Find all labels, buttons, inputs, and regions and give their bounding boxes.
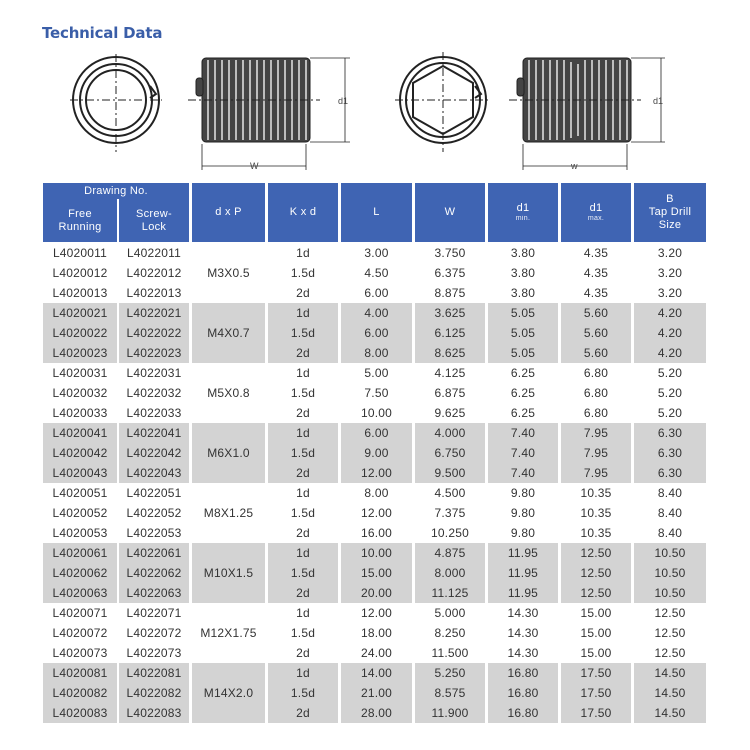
table-cell-k: 1d <box>296 366 310 380</box>
table-cell-l: 4.00 <box>364 306 389 320</box>
table-cell-d1max: 15.00 <box>580 626 612 640</box>
table-cell-lock: L4022081 <box>126 666 182 680</box>
table-cell-w: 4.125 <box>434 366 466 380</box>
d1-dimension-label: d1 <box>338 96 349 106</box>
header-tap-drill-size: B Tap Drill Size <box>634 183 706 242</box>
table-cell-b: 14.50 <box>654 686 686 700</box>
table-cell-l: 10.00 <box>360 546 393 560</box>
table-cell-k: 2d <box>296 706 310 720</box>
end-view-icon <box>70 54 162 152</box>
table-cell-free: L4020023 <box>52 346 108 360</box>
table-cell-l: 14.00 <box>360 666 393 680</box>
size-group-row <box>43 243 707 303</box>
w-dimension-label: w <box>571 161 578 171</box>
table-cell-free: L4020012 <box>52 266 108 280</box>
table-cell-d1max: 7.95 <box>583 466 609 480</box>
table-cell-free: L4020022 <box>52 326 108 340</box>
table-cell-d1min: 16.80 <box>507 686 539 700</box>
table-cell-l: 20.00 <box>360 586 393 600</box>
size-group-row <box>43 423 707 483</box>
table-cell-b: 3.20 <box>657 286 683 300</box>
table-cell-k: 1.5d <box>290 626 316 640</box>
size-group-row <box>43 483 707 543</box>
thread-size-cell: M10X1.5 <box>203 566 254 580</box>
thread-size-cell: M8X1.25 <box>203 506 254 520</box>
table-cell-free: L4020053 <box>52 526 108 540</box>
header-dxp: d x P <box>192 183 265 242</box>
table-cell-lock: L4022043 <box>126 466 182 480</box>
table-cell-d1max: 17.50 <box>580 686 612 700</box>
table-cell-k: 1.5d <box>290 566 316 580</box>
table-cell-l: 24.00 <box>360 646 393 660</box>
table-cell-b: 12.50 <box>654 606 686 620</box>
table-cell-d1min: 3.80 <box>510 246 536 260</box>
w-dimension-label: W <box>250 161 259 171</box>
table-cell-w: 8.625 <box>434 346 466 360</box>
table-cell-w: 11.125 <box>431 586 469 600</box>
table-cell-lock: L4022011 <box>126 246 182 260</box>
table-cell-free: L4020031 <box>52 366 108 380</box>
table-cell-d1max: 5.60 <box>583 326 609 340</box>
table-cell-d1min: 5.05 <box>510 326 536 340</box>
table-cell-w: 10.250 <box>431 526 469 540</box>
table-cell-d1min: 14.30 <box>507 626 539 640</box>
table-cell-d1max: 4.35 <box>583 266 609 280</box>
table-cell-w: 3.750 <box>434 246 466 260</box>
table-cell-d1min: 3.80 <box>510 286 536 300</box>
table-cell-l: 4.50 <box>364 266 389 280</box>
table-cell-l: 7.50 <box>364 386 389 400</box>
table-cell-l: 8.00 <box>364 486 389 500</box>
table-cell-lock: L4022033 <box>126 406 182 420</box>
table-cell-l: 16.00 <box>360 526 393 540</box>
table-cell-b: 8.40 <box>657 506 683 520</box>
table-cell-lock: L4022083 <box>126 706 182 720</box>
table-cell-l: 12.00 <box>360 506 393 520</box>
table-cell-d1min: 7.40 <box>510 446 536 460</box>
table-cell-k: 1d <box>296 306 310 320</box>
size-group-row <box>43 543 707 603</box>
table-cell-lock: L4022032 <box>126 386 182 400</box>
table-cell-lock: L4022051 <box>126 486 182 500</box>
header-free-running: Free Running <box>43 199 117 242</box>
table-cell-free: L4020051 <box>52 486 108 500</box>
table-cell-w: 9.625 <box>434 406 466 420</box>
table-cell-w: 11.500 <box>431 646 469 660</box>
table-cell-l: 21.00 <box>360 686 393 700</box>
table-cell-free: L4020061 <box>52 546 108 560</box>
side-view-icon <box>188 58 350 170</box>
header-d1-max: d1 max. <box>561 183 631 242</box>
header-d1-min: d1 min. <box>488 183 558 242</box>
table-cell-l: 15.00 <box>360 566 393 580</box>
table-cell-k: 1.5d <box>290 506 316 520</box>
table-cell-d1min: 9.80 <box>510 506 536 520</box>
table-cell-l: 6.00 <box>364 426 389 440</box>
table-cell-k: 1d <box>296 246 310 260</box>
thread-insert-drawing-screw-lock <box>395 48 695 173</box>
table-cell-free: L4020052 <box>52 506 108 520</box>
table-cell-free: L4020021 <box>52 306 108 320</box>
table-cell-lock: L4022062 <box>126 566 182 580</box>
table-cell-d1max: 15.00 <box>580 606 612 620</box>
size-group-row <box>43 363 707 423</box>
table-cell-d1min: 9.80 <box>510 486 536 500</box>
thread-insert-drawing-free-running <box>70 48 370 173</box>
table-cell-l: 6.00 <box>364 326 389 340</box>
table-cell-d1max: 12.50 <box>580 566 612 580</box>
table-cell-free: L4020041 <box>52 426 108 440</box>
table-cell-d1min: 16.80 <box>507 666 539 680</box>
table-cell-d1max: 10.35 <box>580 506 612 520</box>
header-drawing-no-group <box>43 183 189 242</box>
table-cell-w: 6.125 <box>434 326 466 340</box>
table-cell-l: 10.00 <box>360 406 393 420</box>
table-cell-l: 12.00 <box>360 466 393 480</box>
table-cell-lock: L4022013 <box>126 286 182 300</box>
table-cell-w: 6.875 <box>434 386 466 400</box>
table-cell-l: 18.00 <box>360 626 393 640</box>
table-cell-free: L4020032 <box>52 386 108 400</box>
table-cell-w: 6.750 <box>434 446 466 460</box>
thread-size-cell: M5X0.8 <box>207 386 250 400</box>
table-cell-d1min: 5.05 <box>510 306 536 320</box>
table-cell-lock: L4022023 <box>126 346 182 360</box>
table-cell-b: 8.40 <box>657 526 683 540</box>
table-cell-k: 1.5d <box>290 266 316 280</box>
table-cell-b: 14.50 <box>654 706 686 720</box>
table-cell-free: L4020063 <box>52 586 108 600</box>
table-cell-b: 4.20 <box>657 306 683 320</box>
table-cell-d1min: 14.30 <box>507 606 539 620</box>
table-cell-d1min: 11.95 <box>507 566 539 580</box>
table-cell-free: L4020081 <box>52 666 108 680</box>
size-group-row <box>43 603 707 663</box>
table-cell-d1max: 12.50 <box>580 546 612 560</box>
table-cell-l: 28.00 <box>360 706 393 720</box>
table-cell-k: 2d <box>296 466 310 480</box>
table-cell-lock: L4022071 <box>126 606 182 620</box>
table-cell-free: L4020042 <box>52 446 108 460</box>
table-cell-b: 12.50 <box>654 626 686 640</box>
table-cell-k: 1d <box>296 666 310 680</box>
table-cell-w: 5.250 <box>434 666 466 680</box>
table-cell-lock: L4022021 <box>126 306 182 320</box>
table-cell-lock: L4022012 <box>126 266 182 280</box>
table-cell-d1min: 7.40 <box>510 426 536 440</box>
table-cell-k: 2d <box>296 286 310 300</box>
table-cell-k: 1.5d <box>290 686 316 700</box>
table-cell-b: 10.50 <box>654 546 686 560</box>
table-cell-l: 12.00 <box>360 606 393 620</box>
side-view-lock-icon <box>509 58 665 170</box>
table-cell-b: 6.30 <box>657 446 683 460</box>
table-cell-k: 1.5d <box>290 326 316 340</box>
table-cell-k: 1d <box>296 426 310 440</box>
table-cell-d1max: 10.35 <box>580 526 612 540</box>
table-cell-d1max: 4.35 <box>583 246 609 260</box>
table-cell-l: 9.00 <box>364 446 389 460</box>
table-cell-k: 1.5d <box>290 386 316 400</box>
table-cell-d1max: 6.80 <box>583 406 609 420</box>
thread-size-cell: M3X0.5 <box>207 266 250 280</box>
table-cell-free: L4020072 <box>52 626 108 640</box>
table-cell-free: L4020082 <box>52 686 108 700</box>
table-cell-w: 9.500 <box>434 466 466 480</box>
table-cell-d1max: 17.50 <box>580 666 612 680</box>
thread-size-cell: M6X1.0 <box>207 446 250 460</box>
table-cell-free: L4020011 <box>52 246 108 260</box>
table-cell-d1min: 9.80 <box>510 526 536 540</box>
table-cell-w: 5.000 <box>434 606 466 620</box>
table-cell-b: 6.30 <box>657 466 683 480</box>
end-view-polygon-icon <box>395 52 491 152</box>
table-cell-d1min: 6.25 <box>510 366 536 380</box>
table-cell-d1min: 6.25 <box>510 406 536 420</box>
table-cell-free: L4020071 <box>52 606 108 620</box>
table-cell-free: L4020083 <box>52 706 108 720</box>
table-cell-w: 4.500 <box>434 486 466 500</box>
table-cell-d1max: 6.80 <box>583 386 609 400</box>
header-drawing-no: Drawing No. <box>43 183 189 199</box>
header-l: L <box>341 183 412 242</box>
thread-size-cell: M14X2.0 <box>203 686 254 700</box>
table-cell-b: 5.20 <box>657 386 683 400</box>
table-cell-d1min: 11.95 <box>507 586 539 600</box>
table-cell-l: 5.00 <box>364 366 389 380</box>
table-cell-l: 6.00 <box>364 286 389 300</box>
table-cell-l: 8.00 <box>364 346 389 360</box>
table-cell-free: L4020062 <box>52 566 108 580</box>
table-cell-b: 12.50 <box>654 646 686 660</box>
table-cell-w: 8.875 <box>434 286 466 300</box>
table-cell-d1max: 10.35 <box>580 486 612 500</box>
table-cell-l: 3.00 <box>364 246 389 260</box>
table-cell-lock: L4022052 <box>126 506 182 520</box>
table-cell-free: L4020043 <box>52 466 108 480</box>
header-screw-lock: Screw- Lock <box>119 199 189 242</box>
table-cell-d1max: 5.60 <box>583 346 609 360</box>
table-cell-lock: L4022022 <box>126 326 182 340</box>
table-cell-lock: L4022053 <box>126 526 182 540</box>
table-cell-d1min: 16.80 <box>507 706 539 720</box>
table-cell-lock: L4022042 <box>126 446 182 460</box>
table-cell-k: 2d <box>296 406 310 420</box>
header-w: W <box>415 183 485 242</box>
size-group-row <box>43 303 707 363</box>
table-cell-b: 3.20 <box>657 266 683 280</box>
table-cell-d1min: 3.80 <box>510 266 536 280</box>
table-cell-k: 2d <box>296 526 310 540</box>
table-cell-k: 1d <box>296 606 310 620</box>
table-cell-d1max: 4.35 <box>583 286 609 300</box>
table-cell-b: 5.20 <box>657 366 683 380</box>
table-cell-lock: L4022061 <box>126 546 182 560</box>
table-cell-b: 10.50 <box>654 566 686 580</box>
table-cell-w: 7.375 <box>434 506 466 520</box>
header-kxd: K x d <box>268 183 338 242</box>
table-cell-lock: L4022072 <box>126 626 182 640</box>
thread-size-cell: M12X1.75 <box>200 626 257 640</box>
table-cell-w: 4.875 <box>434 546 466 560</box>
table-cell-d1min: 14.30 <box>507 646 539 660</box>
table-cell-d1max: 7.95 <box>583 426 609 440</box>
table-cell-d1min: 7.40 <box>510 466 536 480</box>
table-cell-w: 8.250 <box>434 626 466 640</box>
table-cell-w: 8.575 <box>434 686 466 700</box>
page-title: Technical Data <box>42 24 163 42</box>
table-cell-lock: L4022082 <box>126 686 182 700</box>
table-cell-free: L4020033 <box>52 406 108 420</box>
table-cell-d1max: 7.95 <box>583 446 609 460</box>
d1-dimension-label: d1 <box>653 96 664 106</box>
table-cell-b: 3.20 <box>657 246 683 260</box>
table-cell-b: 6.30 <box>657 426 683 440</box>
table-cell-d1max: 15.00 <box>580 646 612 660</box>
table-cell-d1min: 11.95 <box>507 546 539 560</box>
table-cell-k: 2d <box>296 586 310 600</box>
table-cell-free: L4020013 <box>52 286 108 300</box>
table-cell-k: 2d <box>296 346 310 360</box>
table-cell-w: 3.625 <box>434 306 466 320</box>
table-cell-b: 5.20 <box>657 406 683 420</box>
table-cell-w: 6.375 <box>434 266 466 280</box>
table-cell-lock: L4022073 <box>126 646 182 660</box>
table-cell-b: 8.40 <box>657 486 683 500</box>
table-cell-lock: L4022031 <box>126 366 182 380</box>
table-cell-d1min: 6.25 <box>510 386 536 400</box>
table-cell-lock: L4022063 <box>126 586 182 600</box>
table-cell-k: 1.5d <box>290 446 316 460</box>
table-cell-b: 4.20 <box>657 346 683 360</box>
table-cell-free: L4020073 <box>52 646 108 660</box>
table-cell-d1max: 6.80 <box>583 366 609 380</box>
thread-size-cell: M4X0.7 <box>207 326 250 340</box>
table-cell-b: 14.50 <box>654 666 686 680</box>
table-cell-d1max: 17.50 <box>580 706 612 720</box>
table-cell-k: 1d <box>296 546 310 560</box>
table-cell-w: 8.000 <box>434 566 466 580</box>
table-cell-d1max: 12.50 <box>580 586 612 600</box>
table-cell-w: 4.000 <box>434 426 466 440</box>
table-cell-lock: L4022041 <box>126 426 182 440</box>
table-cell-k: 1d <box>296 486 310 500</box>
table-cell-b: 4.20 <box>657 326 683 340</box>
table-cell-w: 11.900 <box>431 706 469 720</box>
table-cell-k: 2d <box>296 646 310 660</box>
table-cell-b: 10.50 <box>654 586 686 600</box>
table-cell-d1max: 5.60 <box>583 306 609 320</box>
table-cell-d1min: 5.05 <box>510 346 536 360</box>
size-group-row <box>43 663 707 723</box>
